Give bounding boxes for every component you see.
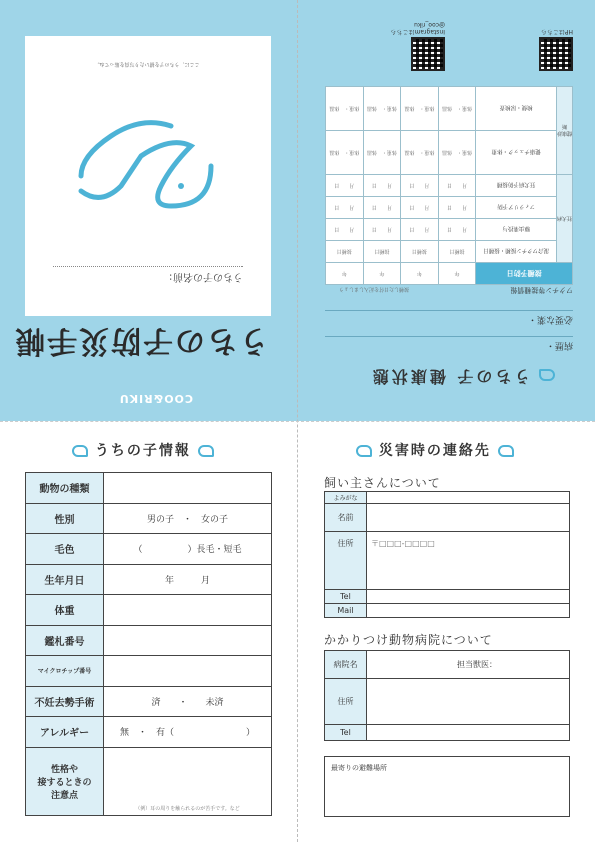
vet-heading: かかりつけ動物病院について (324, 633, 493, 647)
vaccine-title: ワクチン等接種情報 (510, 286, 573, 294)
table-row: 動物の種類 (26, 473, 272, 504)
name-field[interactable] (367, 504, 570, 532)
table-row: 生年月日 年 月 (26, 564, 272, 595)
pet-icon (498, 445, 514, 457)
horizontal-fold-line (0, 421, 595, 422)
vaccine-table: 接種予防日 年 年 年 年 狂犬病 混合ワクチン接種・接種日 接種日 接種日 接種日 接種日 駆虫薬投与 月 日 月 日 月 日 月 日 フィラリア予防 月 日 月 日 月 日 月 日 狂犬病予防接種 月 日 月 日 月 日 月 日 健康診断 健康チェック・体重 体重・ 体温 体重・ 体温 体重・ 体温 体重・ 体温 検便・尿検査 体重・ 体温 体重・ 体温 体重・ 体温 体重・ 体温 (325, 86, 573, 285)
hospital-field[interactable]: 担当獣医： (367, 651, 570, 679)
hp-qr-code[interactable] (539, 37, 573, 71)
vet-table: 病院名 担当獣医： 住所 Tel (324, 650, 570, 741)
pet-icon (72, 445, 88, 457)
bird-dog-illustration (61, 96, 231, 246)
cover-title: うちの子防災手帳 (13, 323, 269, 358)
brand-logo: COO&RIKU (118, 392, 193, 405)
table-row: 体重 (26, 595, 272, 626)
disease-line: 病歴・ (325, 336, 573, 353)
table-row: アレルギー 無 ・ 有（ ） (26, 717, 272, 748)
vet-tel-field[interactable] (367, 725, 570, 741)
table-row: 性別 男の子 ・ 女の子 (26, 503, 272, 534)
instagram-block: Instagramはこちら @coo_riku (390, 21, 445, 71)
mail-field[interactable] (367, 604, 570, 618)
table-row: 鑑札番号 (26, 625, 272, 656)
pet-icon (539, 370, 555, 382)
address-field[interactable]: 〒□□□-□□□□ (367, 532, 570, 590)
furigana-field[interactable] (367, 492, 570, 504)
pet-name-field: うちの子の名前： (53, 266, 243, 286)
medicine-line: 必要な薬・ (325, 310, 573, 327)
health-title: うちの子 健康状態 (370, 366, 555, 389)
health-panel (298, 0, 595, 421)
pet-icon (198, 445, 214, 457)
table-row: 性格や 接するときの 注意点 （例）耳の周りを触られるのが苦手です。など (26, 747, 272, 815)
vaccine-head: 接種予防日 (476, 263, 573, 285)
tel-field[interactable] (367, 590, 570, 604)
cover-panel (0, 0, 297, 421)
vaccine-note: 接種した日付を記入しましょう (338, 286, 409, 292)
table-row: 不妊去勢手術 済 ・ 未済 (26, 686, 272, 717)
hp-block: HPはこちら (539, 28, 573, 71)
pet-info-title: うちの子情報 (72, 440, 214, 460)
table-row: 毛色 （ ）長毛・短毛 (26, 534, 272, 565)
table-row: マイクロチップ番号 (26, 656, 272, 687)
pet-icon (356, 445, 372, 457)
contact-title: 災害時の連絡先 (356, 440, 514, 460)
photo-card (25, 36, 271, 316)
owner-heading: 飼い主さんについて (324, 476, 441, 490)
shelter-table (324, 756, 570, 817)
pet-info-table (25, 472, 272, 816)
cover-caption: ここに、うちの子を描いたり写真を貼ってね。 (94, 61, 200, 67)
instagram-qr-code[interactable] (411, 37, 445, 71)
vet-address-field[interactable] (367, 679, 570, 725)
owner-table: よみがな 名前 住所 〒□□□-□□□□ Tel Mail (324, 491, 570, 618)
shelter-field[interactable]: 最寄りの避難場所 (325, 757, 570, 817)
